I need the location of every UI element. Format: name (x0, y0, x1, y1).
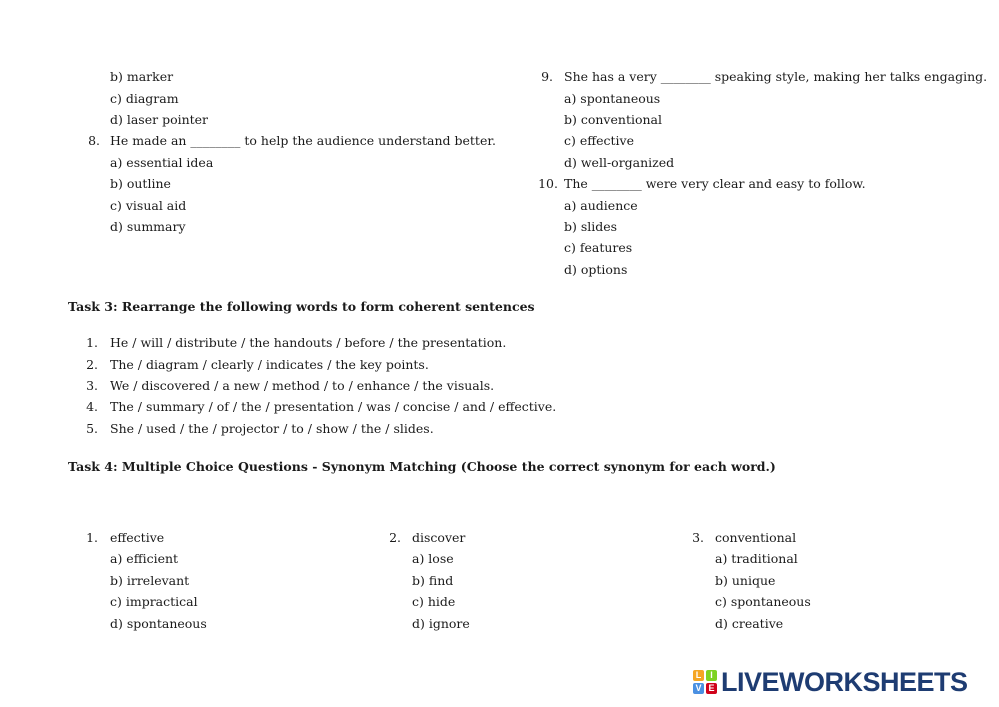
logo-mark (693, 670, 717, 694)
task3-item-1-number: 1. (86, 335, 98, 350)
q9-option-a[interactable]: a) spontaneous (564, 91, 661, 106)
task4-q3-number: 3. (692, 530, 704, 545)
task4-q2-word: discover (412, 530, 466, 545)
task3-item-2-number: 2. (86, 357, 98, 372)
q8-option-c[interactable]: c) visual aid (110, 198, 187, 213)
logo-letter-i: I (706, 670, 717, 681)
q7-option-c[interactable]: c) diagram (110, 91, 179, 106)
q8-option-b[interactable]: b) outline (110, 176, 171, 191)
q8-question: He made an ________ to help the audience understand better. (110, 133, 496, 148)
task3-item-3: We / discovered / a new / method / to / enhance / the visuals. (110, 378, 495, 393)
q9-option-c[interactable]: c) effective (564, 133, 635, 148)
task3-item-5-number: 5. (86, 421, 98, 436)
q8-option-a[interactable]: a) essential idea (110, 155, 214, 170)
q10-option-b[interactable]: b) slides (564, 219, 618, 234)
q9-number: 9. (541, 69, 553, 84)
task4-q2-option-d[interactable]: d) ignore (412, 616, 470, 631)
task4-q2-option-c[interactable]: c) hide (412, 594, 456, 609)
q7-option-b[interactable]: b) marker (110, 69, 174, 84)
task3-item-5: She / used / the / projector / to / show / the / slides. (110, 421, 434, 436)
q9-option-d[interactable]: d) well-organized (564, 155, 675, 170)
liveworksheets-logo (693, 668, 968, 696)
task4-q1-word: effective (110, 530, 165, 545)
task4-q1-number: 1. (86, 530, 98, 545)
task3-item-1: He / will / distribute / the handouts / before / the presentation. (110, 335, 507, 350)
task4-q2-number: 2. (389, 530, 401, 545)
task4-q3-word: conventional (715, 530, 797, 545)
q10-option-d[interactable]: d) options (564, 262, 628, 277)
logo-letter-e: E (706, 683, 717, 694)
task4-q1-option-b[interactable]: b) irrelevant (110, 573, 190, 588)
q10-option-c[interactable]: c) features (564, 240, 633, 255)
task4-heading: Task 4: Multiple Choice Questions - Synonym Matching (Choose the correct synonym for each word.) (68, 459, 776, 474)
logo-letter-v: V (693, 683, 704, 694)
task4-q3-option-d[interactable]: d) creative (715, 616, 784, 631)
q7-option-d[interactable]: d) laser pointer (110, 112, 209, 127)
q10-number: 10. (538, 176, 558, 191)
task4-q1-option-a[interactable]: a) efficient (110, 551, 179, 566)
task4-q3-option-c[interactable]: c) spontaneous (715, 594, 811, 609)
task3-heading: Task 3: Rearrange the following words to form coherent sentences (68, 299, 535, 314)
q8-number: 8. (88, 133, 100, 148)
task4-q3-option-b[interactable]: b) unique (715, 573, 776, 588)
task3-item-3-number: 3. (86, 378, 98, 393)
q9-option-b[interactable]: b) conventional (564, 112, 662, 127)
task3-item-2: The / diagram / clearly / indicates / the key points. (110, 357, 429, 372)
task4-q3-option-a[interactable]: a) traditional (715, 551, 798, 566)
task4-q1-option-d[interactable]: d) spontaneous (110, 616, 207, 631)
logo-letter-l: L (693, 670, 704, 681)
task4-q2-option-b[interactable]: b) find (412, 573, 454, 588)
q10-question: The ________ were very clear and easy to follow. (564, 176, 866, 191)
task4-q2-option-a[interactable]: a) lose (412, 551, 454, 566)
q9-question: She has a very ________ speaking style, making her talks engaging. (564, 69, 988, 84)
q10-option-a[interactable]: a) audience (564, 198, 638, 213)
task4-q1-option-c[interactable]: c) impractical (110, 594, 198, 609)
logo-text: LIVEWORKSHEETS (721, 667, 968, 697)
task3-item-4-number: 4. (86, 399, 98, 414)
q8-option-d[interactable]: d) summary (110, 219, 186, 234)
task3-item-4: The / summary / of / the / presentation / was / concise / and / effective. (110, 399, 557, 414)
